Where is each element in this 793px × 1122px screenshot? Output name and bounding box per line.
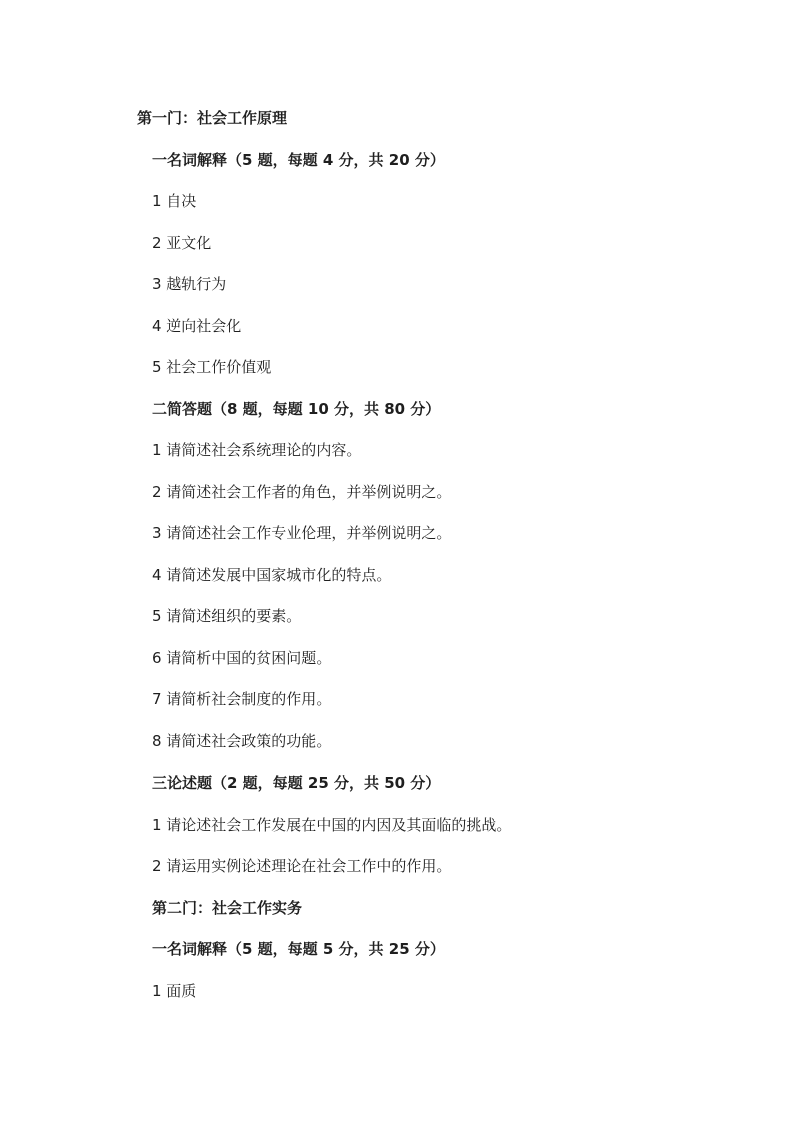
section-heading-terms-2: 一名词解释（5 题，每题 5 分，共 25 分）: [152, 940, 445, 958]
list-item: 2 请简述社会工作者的角色，并举例说明之。: [152, 483, 452, 501]
list-item: 2 请运用实例论述理论在社会工作中的作用。: [152, 857, 452, 875]
list-item: 7 请简析社会制度的作用。: [152, 690, 332, 708]
list-item: 4 逆向社会化: [152, 317, 242, 335]
list-item: 3 请简述社会工作专业伦理，并举例说明之。: [152, 524, 452, 542]
list-item: 2 亚文化: [152, 234, 212, 252]
list-item: 1 请简述社会系统理论的内容。: [152, 441, 362, 459]
section-heading-terms: 一名词解释（5 题，每题 4 分，共 20 分）: [152, 151, 445, 169]
list-item: 6 请简析中国的贫困问题。: [152, 649, 332, 667]
list-item: 3 越轨行为: [152, 275, 227, 293]
section-heading-short-answer: 二简答题（8 题，每题 10 分，共 80 分）: [152, 400, 441, 418]
section-heading-essay: 三论述题（2 题，每题 25 分，共 50 分）: [152, 774, 441, 792]
subject-title-2: 第二门：社会工作实务: [152, 899, 303, 917]
list-item: 1 面质: [152, 982, 197, 1000]
subject-title-1: 第一门：社会工作原理: [137, 109, 288, 127]
list-item: 1 自决: [152, 192, 197, 210]
list-item: 1 请论述社会工作发展在中国的内因及其面临的挑战。: [152, 816, 512, 834]
list-item: 8 请简述社会政策的功能。: [152, 732, 332, 750]
list-item: 5 社会工作价值观: [152, 358, 272, 376]
list-item: 5 请简述组织的要素。: [152, 607, 302, 625]
list-item: 4 请简述发展中国家城市化的特点。: [152, 566, 392, 584]
